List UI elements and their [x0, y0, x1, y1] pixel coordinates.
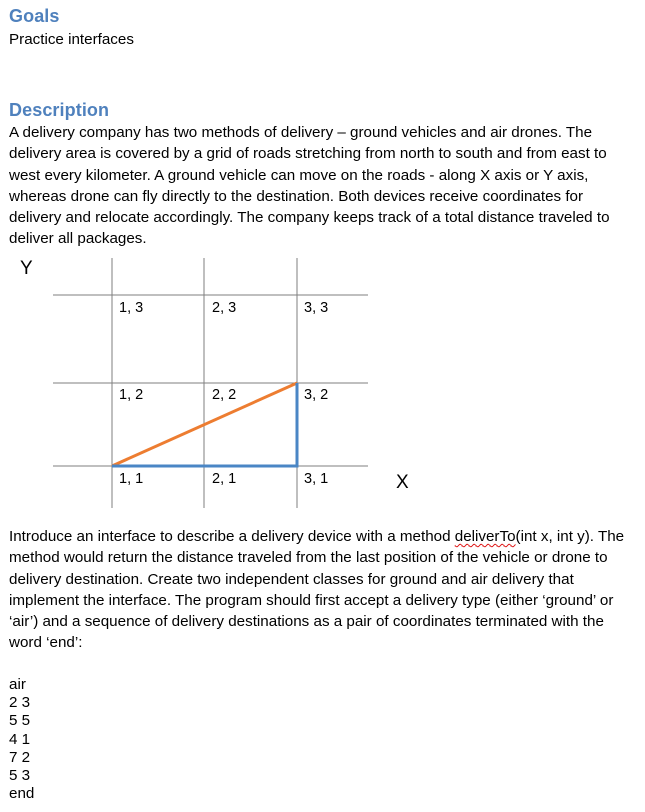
instructions-after: (int x, int y). The method would return the distance traveled from the last position of the vehicle or drone to delivery destination. Create two independent classes for ground and air delivery that implement the interface. The program should first accept a delivery type (either ‘ground’ or ‘air’) and a sequence of delivery destinations as a pair of coordinates terminated with the word ‘end’:: [9, 528, 625, 652]
sample-input-line: end: [9, 785, 35, 803]
x-axis-label: X: [396, 472, 409, 493]
goals-text: Practice interfaces: [9, 31, 134, 48]
grid-cell-label: 3, 1: [304, 471, 329, 487]
grid-cell-label: 2, 3: [212, 300, 237, 316]
method-name: deliverTo: [454, 528, 516, 545]
sample-input-line: 2 3: [9, 694, 31, 712]
instructions-before: Introduce an interface to describe a delivery device with a method: [9, 528, 455, 545]
grid-cell-label: 3, 3: [304, 300, 329, 316]
sample-input-line: 5 5: [9, 712, 31, 730]
y-axis-label: Y: [20, 258, 33, 279]
sample-input-line: air: [9, 676, 26, 693]
description-text: A delivery company has two methods of delivery – ground vehicles and air drones. The delivery area is covered by a grid of roads stretching from north to south and from east to west every kilometer. A ground vehicle can move on the roads - along X axis or Y axis, whereas drone can fly directly to the destination. Both devices receive coordinates for delivery and relocate accordingly. The company keeps track of a total distance traveled to deliver all packages.: [9, 124, 610, 248]
sample-input-line: 4 1: [9, 730, 31, 748]
grid-cell-label: 2, 1: [212, 471, 237, 487]
instructions-text: [9, 526, 637, 654]
grid-cell-label: 1, 2: [119, 387, 144, 403]
sample-input-line: 7 2: [9, 748, 31, 766]
goals-heading: Goals: [9, 6, 60, 26]
grid-cell-label: 2, 2: [212, 387, 237, 403]
grid-cell-label: 3, 2: [304, 387, 329, 403]
grid-cell-label: 1, 1: [119, 471, 144, 487]
description-heading: Description: [9, 100, 110, 120]
sample-input: [9, 676, 34, 803]
grid-cell-label: 1, 3: [119, 300, 144, 316]
sample-input-line: 5 3: [9, 767, 31, 785]
